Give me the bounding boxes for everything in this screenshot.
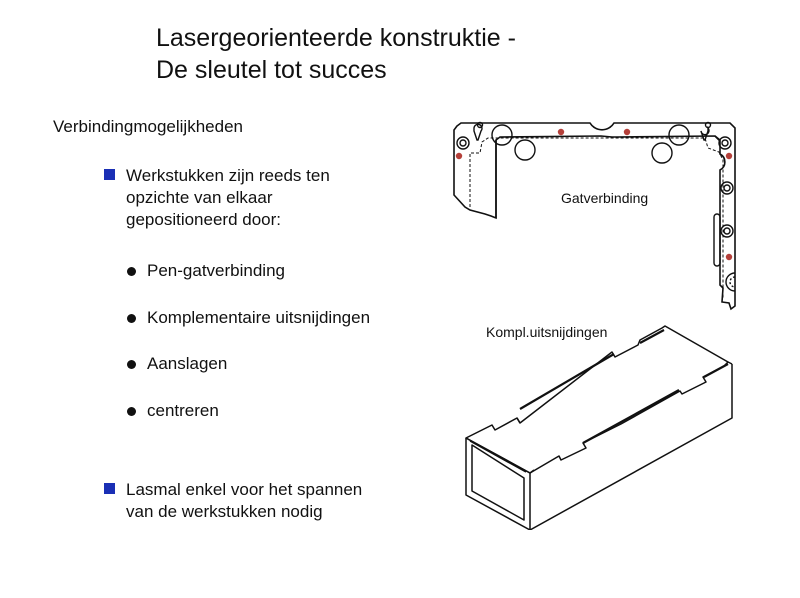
- square-bullet-icon: [104, 169, 115, 180]
- bullet-line: gepositioneerd door:: [126, 210, 282, 229]
- sub-bullet-text: centreren: [147, 401, 219, 420]
- tube-figure: [440, 310, 740, 530]
- slide-title: [156, 22, 516, 86]
- rectangular-tube-drawing-icon: [440, 310, 740, 530]
- title-line-2: De sleutel tot succes: [156, 56, 387, 84]
- bracket-drawing-icon: [440, 110, 750, 320]
- round-bullet-icon: [127, 314, 136, 323]
- bracket-figure: [440, 110, 750, 320]
- bullet-line: Lasmal enkel voor het spannen: [126, 480, 363, 499]
- bullet-text: [126, 479, 362, 523]
- title-line-1: Lasergeorienteerde konstruktie -: [156, 24, 516, 52]
- section-heading: Verbindingmogelijkheden: [53, 117, 243, 136]
- round-bullet-icon: [127, 360, 136, 369]
- sub-bullet-text: Aanslagen: [147, 354, 228, 373]
- figure-label-gatverbinding: Gatverbinding: [561, 190, 649, 206]
- square-bullet-icon: [104, 483, 115, 494]
- bullet-line: opzichte van elkaar: [126, 188, 273, 207]
- sub-bullet-text: Komplementaire uitsnijdingen: [147, 308, 371, 327]
- sub-bullet-text: Pen-gatverbinding: [147, 261, 285, 280]
- bullet-text: [126, 165, 330, 231]
- bullet-line: Werkstukken zijn reeds ten: [126, 166, 330, 185]
- round-bullet-icon: [127, 407, 136, 416]
- bullet-line: van de werkstukken nodig: [126, 502, 323, 521]
- round-bullet-icon: [127, 267, 136, 276]
- figure-label-kompl-uitsnijdingen: Kompl.uitsnijdingen: [486, 324, 608, 340]
